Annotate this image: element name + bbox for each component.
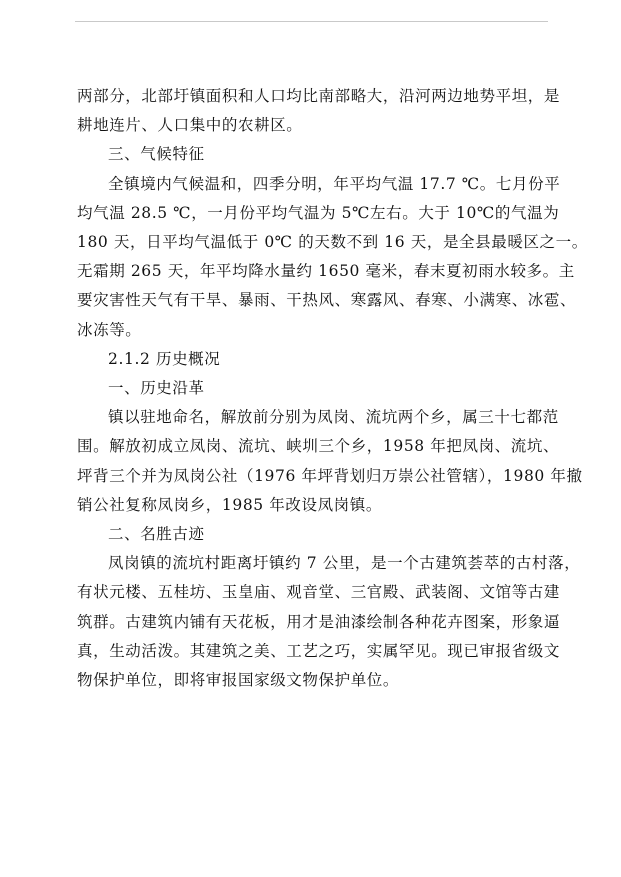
text-line: 真，生动活泼。其建筑之美、工艺之巧，实属罕见。现已审报省级文 (77, 641, 561, 660)
text-line: 坪背三个并为凤岗公社（1976 年坪背划归万崇公社管辖），1980 年撤 (77, 466, 583, 485)
section-heading (77, 140, 555, 169)
text-line: 两部分，北部圩镇面积和人口均比南部略大，沿河两边地势平坦，是 (77, 87, 561, 105)
text-line: 有状元楼、五桂坊、玉皇庙、观音堂、三官殿、武装阁、文馆等古建 (77, 583, 561, 602)
text-line: 镇以驻地命名，解放前分别为凤岗、流坑两个乡，属三十七都范 (108, 408, 559, 427)
text-line: 二、名胜古迹 (108, 525, 205, 544)
document-body (77, 82, 588, 695)
section-heading (77, 520, 555, 549)
text-line: 三、气候特征 (108, 145, 205, 164)
text-line: 一、历史沿革 (108, 379, 205, 398)
paragraph (77, 170, 588, 345)
text-line: 凤岗镇的流坑村距离圩镇约 7 公里，是一个古建筑荟萃的古村落， (108, 554, 581, 573)
paragraph (77, 82, 561, 140)
text-line: 物保护单位，即将审报国家级文物保护单位。 (77, 671, 400, 690)
text-line: 筑群。古建筑内铺有天花板，用才是油漆绘制各种花卉图案，形象逼 (77, 612, 561, 631)
paragraph (77, 403, 583, 520)
header-rule (75, 21, 548, 22)
section-heading (77, 374, 555, 403)
paragraph (77, 549, 581, 695)
text-line: 180 天，日平均气温低于 0℃ 的天数不到 16 天，是全县最暖区之一。 (77, 233, 588, 252)
text-line: 耕地连片、人口集中的农耕区。 (77, 116, 303, 135)
text-line: 全镇境内气候温和，四季分明，年平均气温 17.7 ℃。七月份平 (108, 174, 561, 193)
section-heading (77, 345, 555, 374)
text-line: 冰冻等。 (77, 320, 142, 339)
text-line: 要灾害性天气有干旱、暴雨、干热风、寒露风、春寒、小满寒、冰雹、 (77, 291, 577, 310)
text-line: 围。解放初成立凤岗、流坑、峡圳三个乡，1958 年把凤岗、流坑、 (77, 437, 560, 456)
text-line: 均气温 28.5 ℃，一月份平均气温为 5℃左右。大于 10℃的气温为 (77, 203, 560, 222)
text-line: 销公社复称凤岗乡，1985 年改设凤岗镇。 (77, 495, 382, 514)
text-line: 2.1.2 历史概况 (108, 349, 221, 368)
text-line: 无霜期 265 天，年平均降水量约 1650 毫米，春末夏初雨水较多。主 (77, 262, 575, 281)
